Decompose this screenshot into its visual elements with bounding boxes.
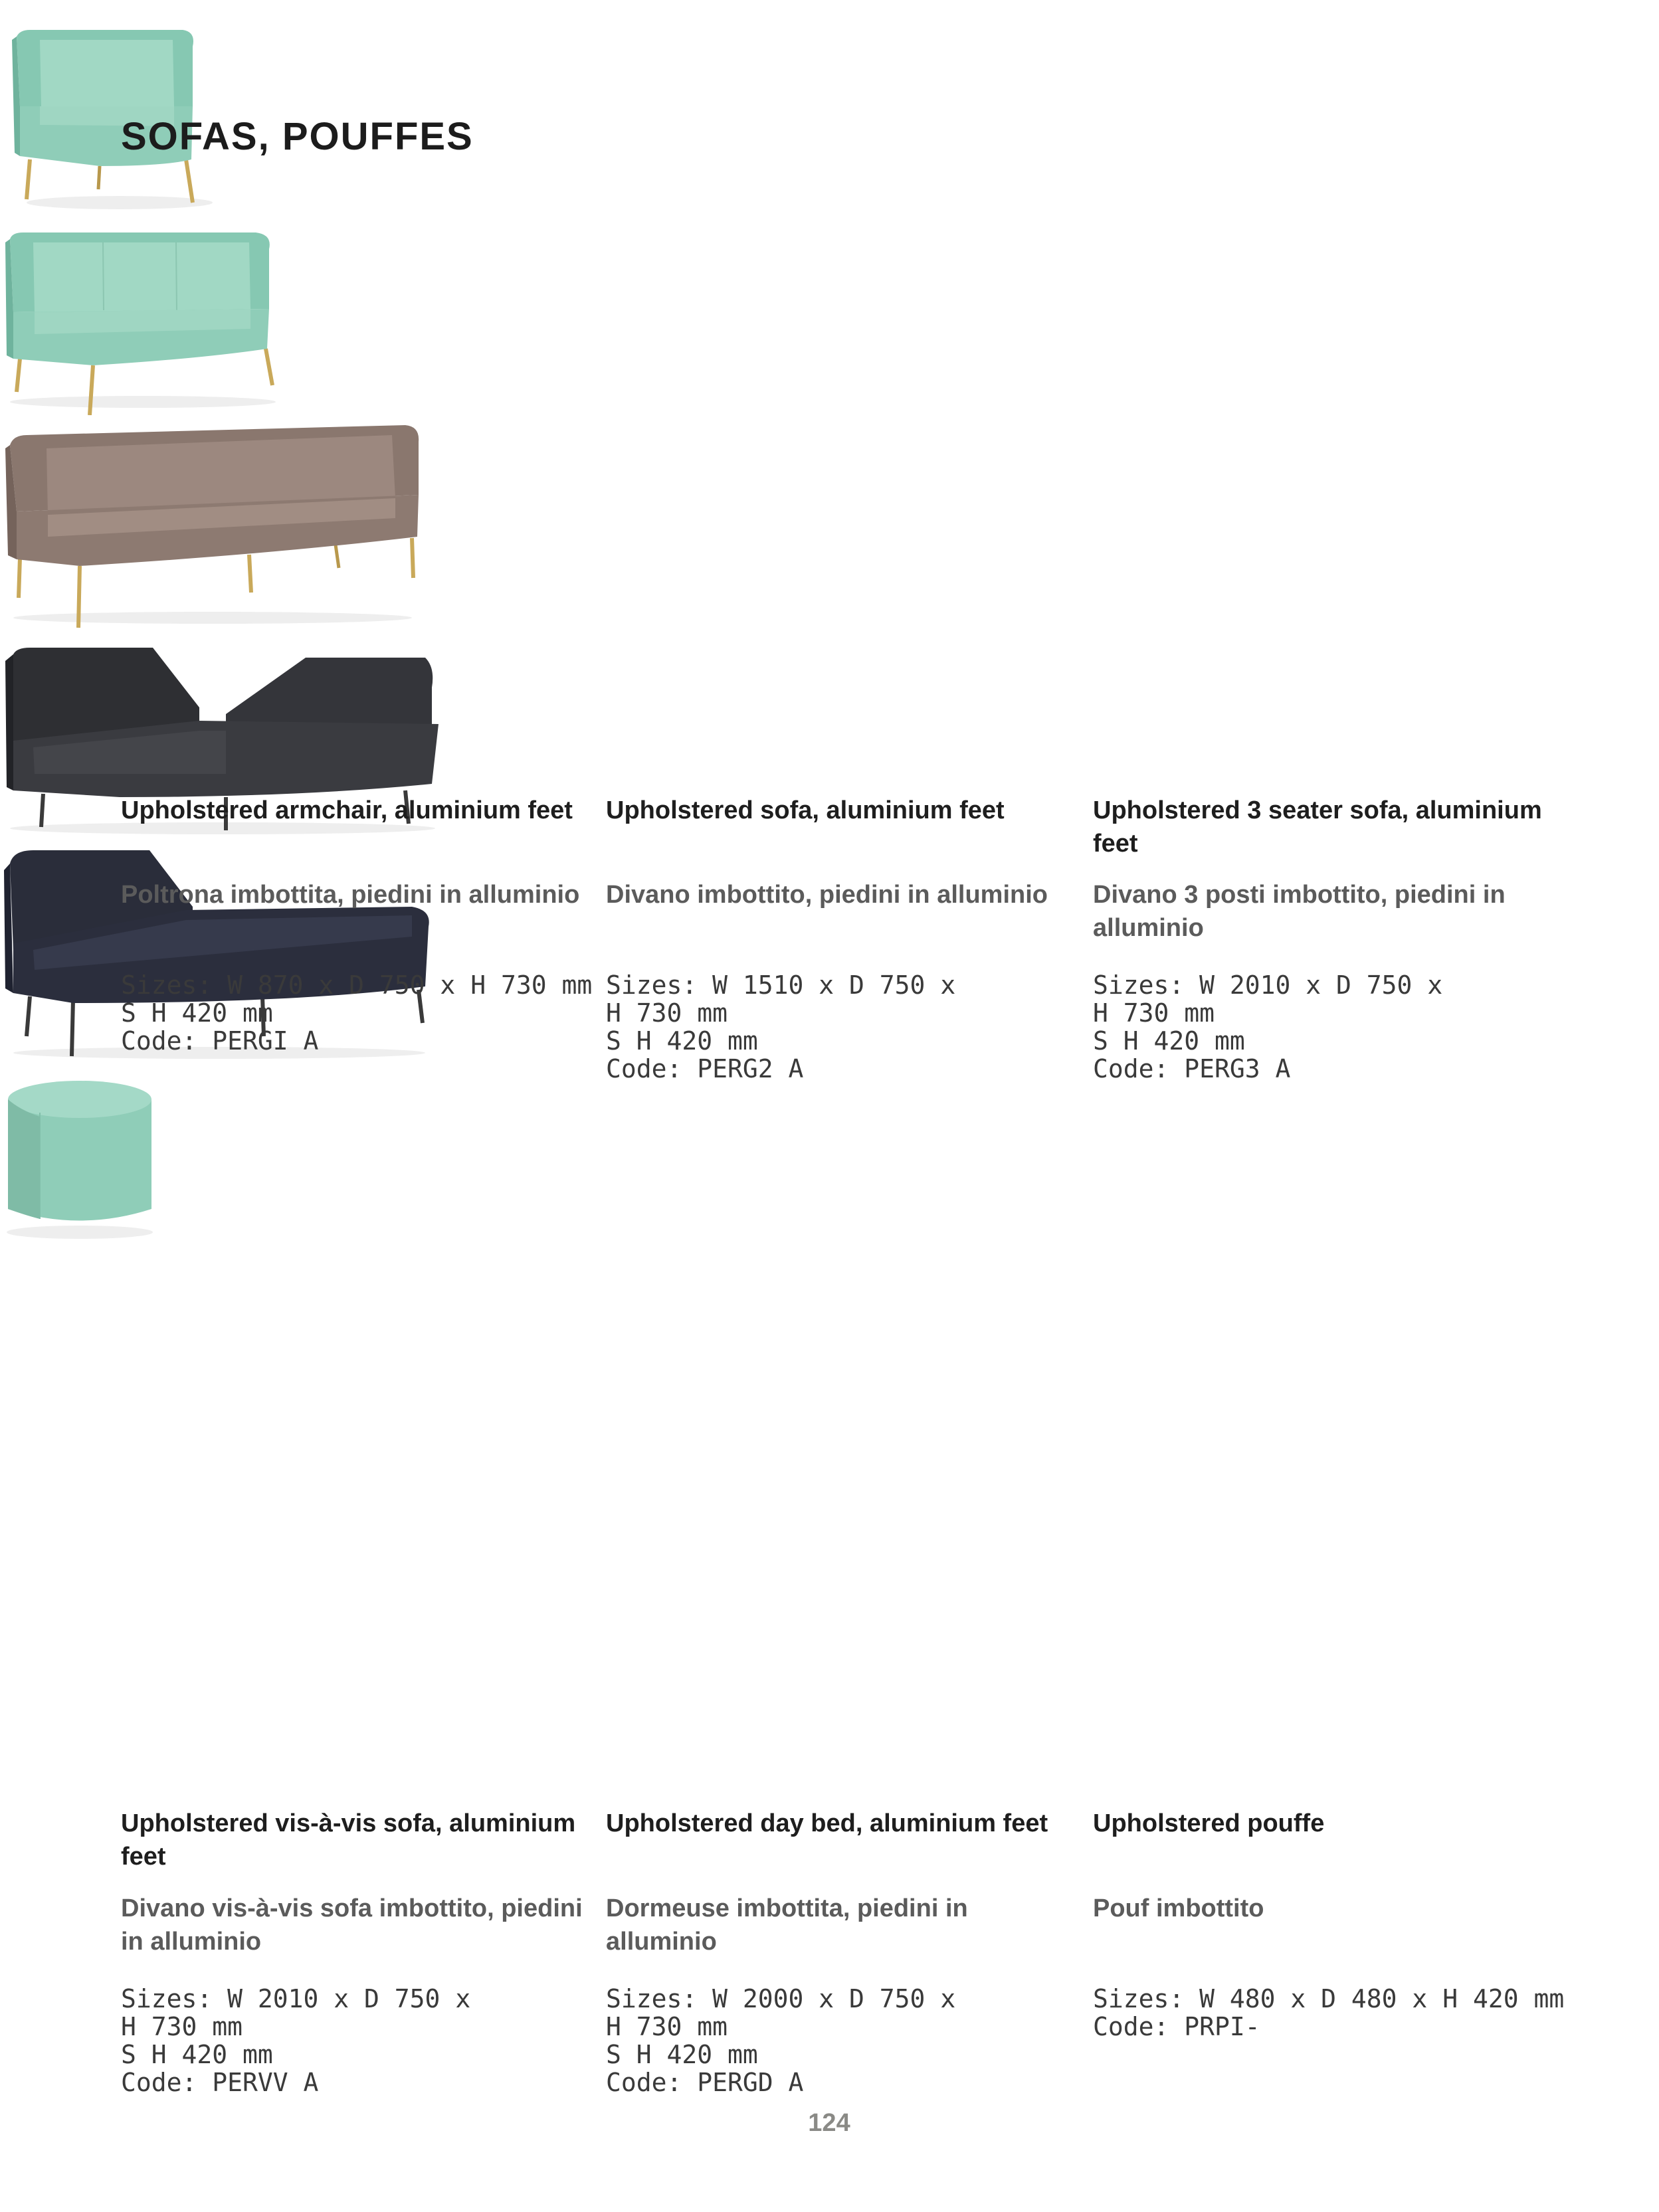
spec-height: H 730 mm [1093,998,1215,1028]
product-name-en: Upholstered vis-à-vis sofa, aluminium feet [121,1809,576,1871]
pouffe-image [0,1073,159,1245]
product-specs [121,971,613,1055]
spec-code: Code: PERG2 A [606,1054,804,1083]
page-title: SOFAS, POUFFES [121,115,474,158]
spec-code: Code: PERGD A [606,2068,804,2097]
armchair-image [0,0,239,219]
product-name-it: Divano 3 posti imbottito, piedini in alluminio [1093,881,1506,942]
spec-seat-height: S H 420 mm [121,998,273,1028]
product-specs [1093,1985,1585,2041]
product-specs [606,1985,1098,2096]
product-name-it: Divano vis-à-vis sofa imbottito, piedini in alluminio [121,1894,583,1956]
spec-code: Code: PERGI A [121,1026,319,1056]
spec-seat-height: S H 420 mm [121,2040,273,2069]
spec-sizes: Sizes: W 2010 x D 750 x [1093,970,1443,1000]
spec-sizes: Sizes: W 1510 x D 750 x [606,970,956,1000]
page-number: 124 [808,2109,850,2137]
spec-seat-height: S H 420 mm [606,2040,758,2069]
product-name-it: Divano imbottito, piedini in alluminio [606,881,1048,909]
product-name-en: Upholstered day bed, aluminium feet [606,1809,1048,1837]
spec-sizes: Sizes: W 870 x D 750 x H 730 mm [121,970,593,1000]
spec-code: Code: PERG3 A [1093,1054,1291,1083]
three-seater-sofa-image [0,418,425,638]
spec-sizes: Sizes: W 480 x D 480 x H 420 mm [1093,1984,1565,2013]
spec-height: H 730 mm [606,998,728,1028]
sofa-image [0,223,286,415]
spec-code: Code: PRPI- [1093,2012,1260,2041]
spec-height: H 730 mm [121,2012,243,2041]
product-name-en: Upholstered sofa, aluminium feet [606,796,1005,824]
product-name-it: Dormeuse imbottita, piedini in alluminio [606,1894,968,1956]
product-specs [1093,971,1585,1083]
spec-code: Code: PERVV A [121,2068,319,2097]
product-specs [606,971,1098,1083]
spec-seat-height: S H 420 mm [1093,1026,1245,1056]
product-name-en: Upholstered armchair, aluminium feet [121,796,573,824]
product-name-en: Upholstered 3 seater sofa, aluminium feet [1093,796,1542,858]
spec-seat-height: S H 420 mm [606,1026,758,1056]
product-specs [121,1985,613,2096]
product-name-it: Poltrona imbottita, piedini in alluminio [121,881,580,909]
product-name-en: Upholstered pouffe [1093,1809,1325,1837]
product-name-it: Pouf imbottito [1093,1894,1264,1922]
spec-sizes: Sizes: W 2010 x D 750 x [121,1984,471,2013]
spec-sizes: Sizes: W 2000 x D 750 x [606,1984,956,2013]
spec-height: H 730 mm [606,2012,728,2041]
